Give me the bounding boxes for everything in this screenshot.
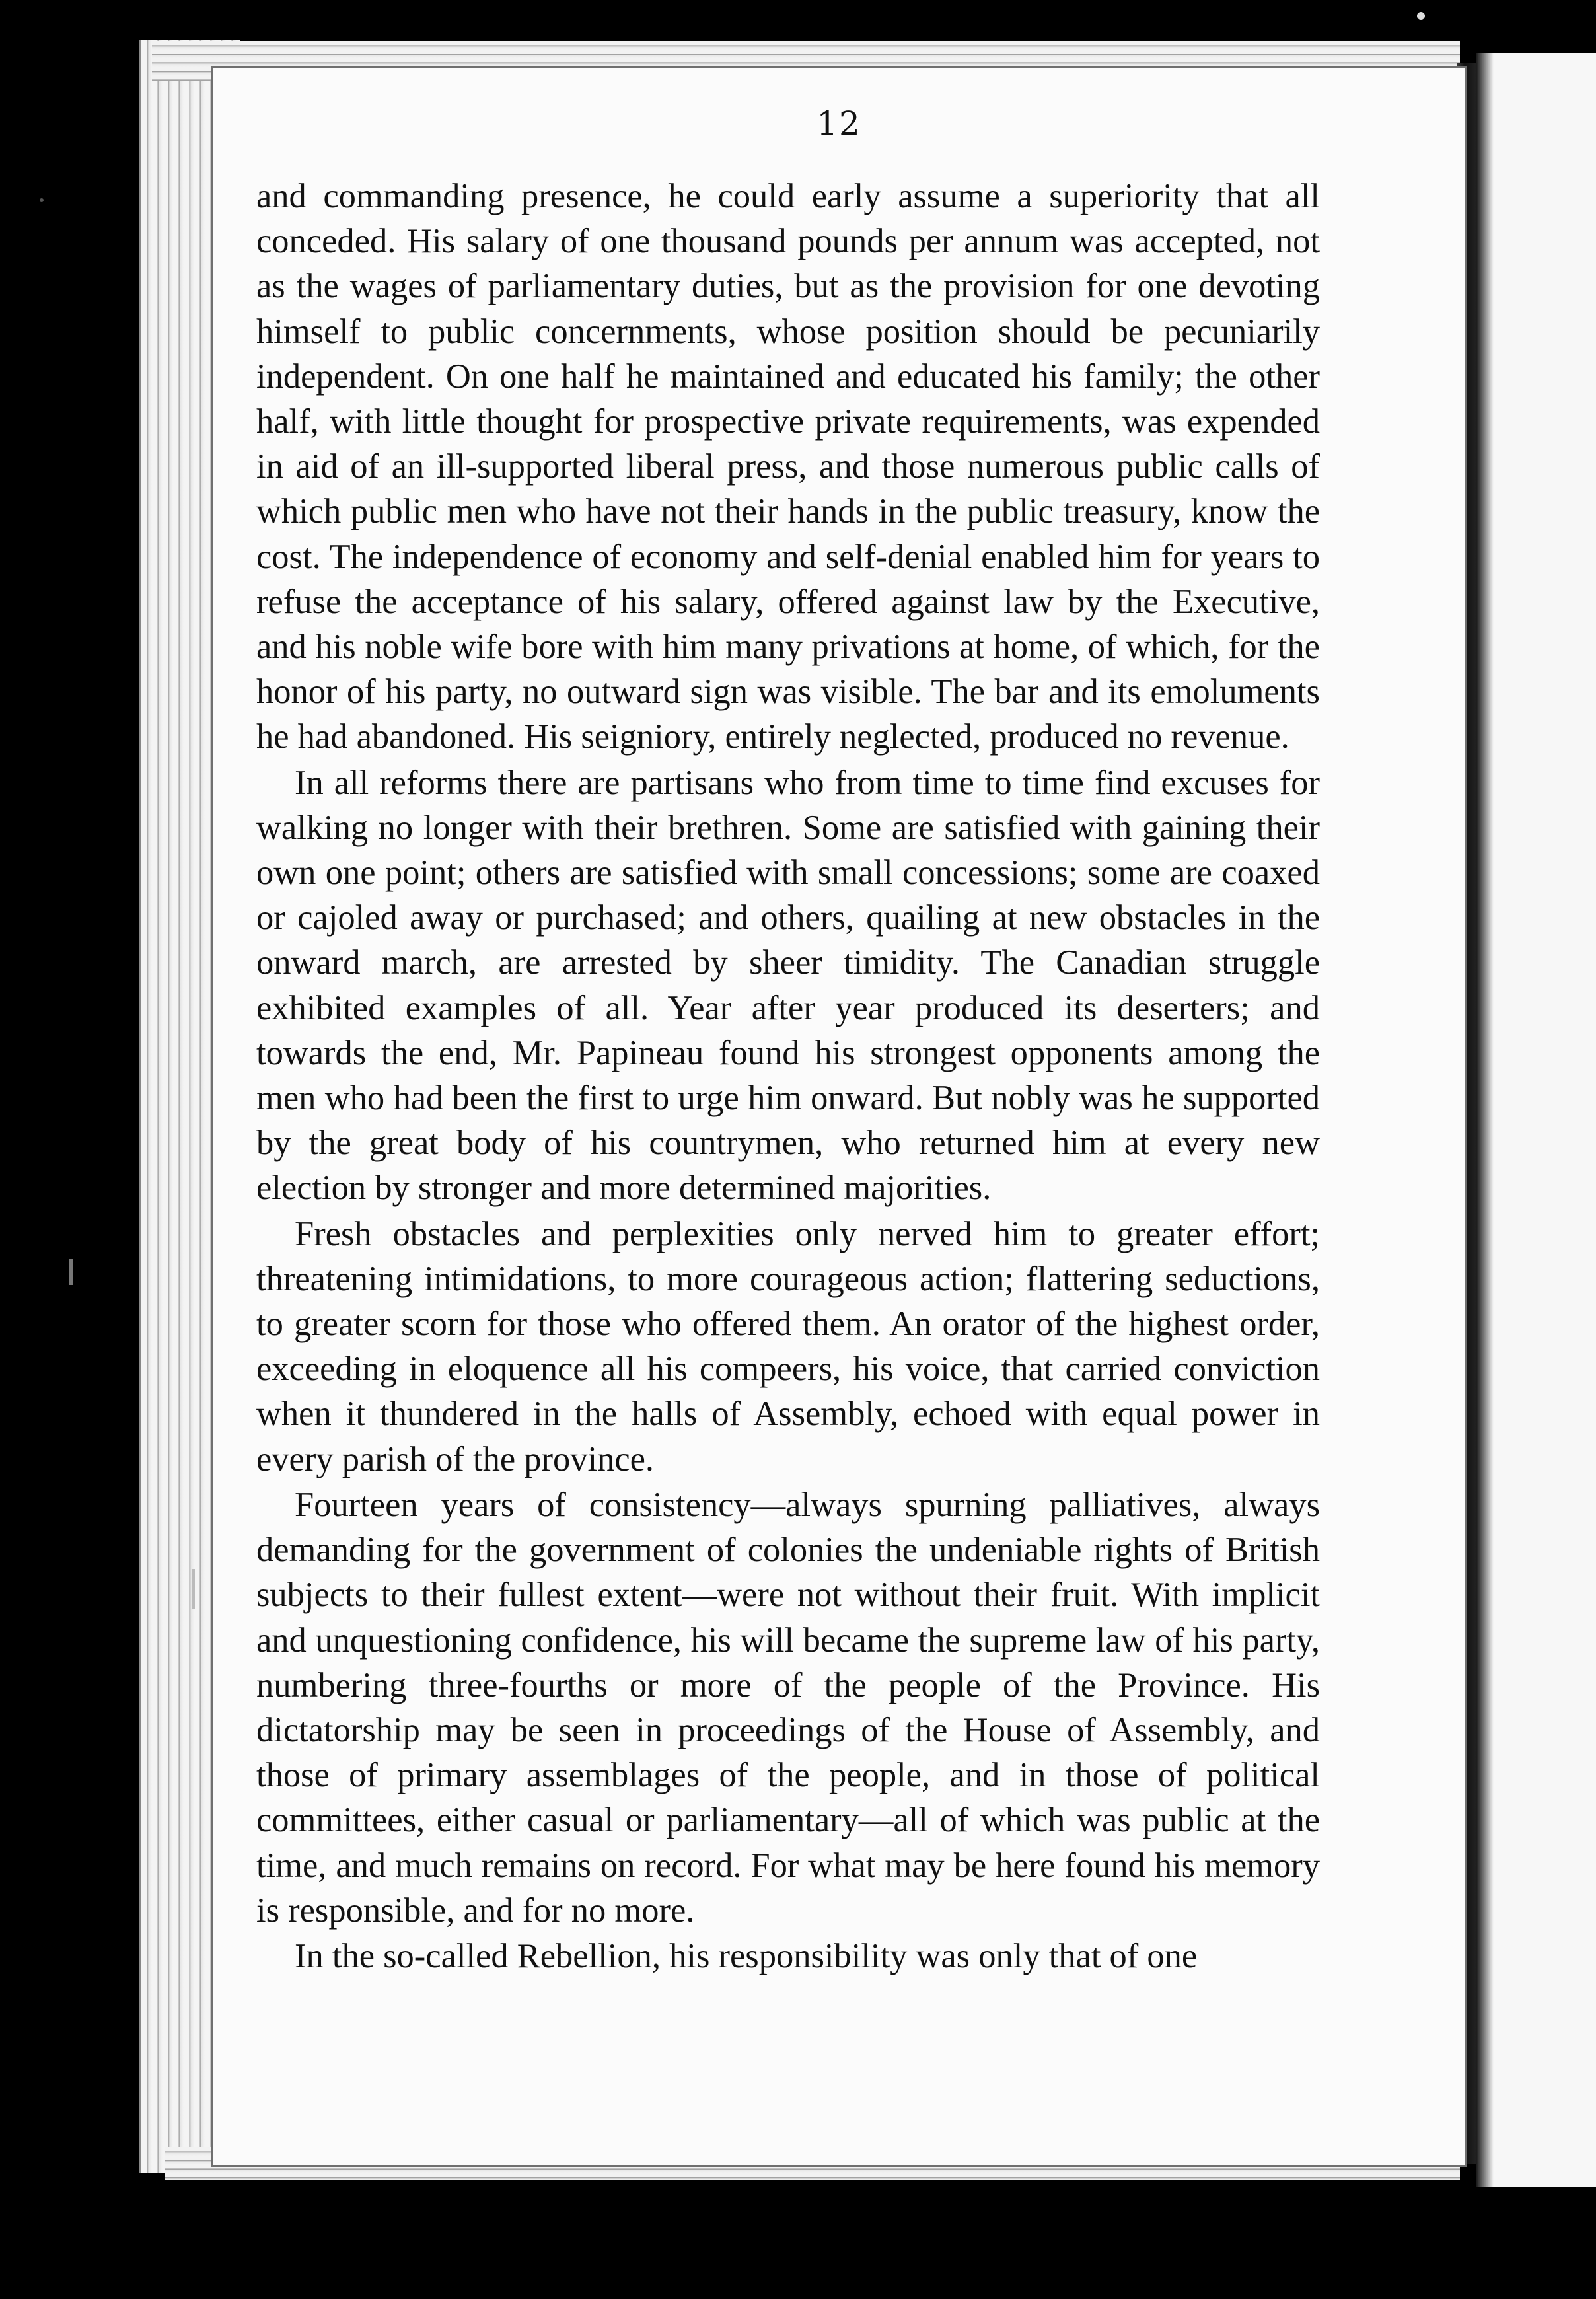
paragraph: Fresh obstacles and perplexities only nerved him to greater effort; threatening intimidations, to more courageous action; flattering seductions, to greater scorn for those who offered them. An orator of the highest order, exceeding in eloquence all his compeers, his voice, that carried conviction when it thundered in the halls of Assembly, echoed with equal power in every parish of the province. (256, 1214, 1320, 1478)
paragraph: Fourteen years of consistency—always spurning palliatives, always demanding for the government of colonies the undeniable rights of British subjects to their fullest extent—were not without their fruit. With implicit and unquestioning confidence, his will became the supreme law of his party, numbering three-fourths or more of the people of the Province. His dictatorship may be seen in proceedings of the House of Assembly, and those of primary assemblages of the people, and in those of political committees, either casual or parliamentary—all of which was public at the time, and much remains on record. For what may be here found his memory is responsible, and for no more. (256, 1485, 1320, 1930)
facing-page-shadow (1476, 53, 1494, 2187)
body-text (256, 174, 1320, 1979)
dust-speck (40, 198, 44, 202)
scan-mark (192, 1569, 195, 1609)
facing-page (1476, 53, 1596, 2187)
scan-mark (69, 1259, 73, 1285)
paragraph: In all reforms there are partisans who from time to time find excuses for walking no longer with their brethren. Some are satisfied with gaining their own one point; others are satisfied with small concessions; some are coaxed or cajoled away or purchased; and others, quailing at new obstacles in the onward march, are arrested by sheer timidity. The Canadian struggle exhibited examples of all. Year after year produced its deserters; and towards the end, Mr. Papineau found his strongest opponents among the men who had been the first to urge him onward. But nobly was he supported by the great body of his countrymen, who returned him at every new election by stronger and more determined majorities. (256, 763, 1320, 1208)
paragraph: In the so-called Rebellion, his responsibility was only that of one (295, 1936, 1198, 1975)
page-number: 12 (816, 104, 861, 143)
dust-speck (1417, 12, 1425, 20)
paragraph: and commanding presence, he could early assume a superiority that all conceded. His salary of one thousand pounds per annum was accepted, not as the wages of parliamentary duties, but as the provision for one devoting himself to public concernments, whose position should be pecuniarily independent. On one half he maintained and educated his family; the other half, with little thought for prospective private requirements, was expended in aid of an ill-supported liberal press, and those numerous public calls of which public men who have not their hands in the public treasury, know the cost. The independence of economy and self-denial enabled him for years to refuse the acceptance of his salary, offered against law by the Executive, and his noble wife bore with him many privations at home, of which, for the honor of his party, no outward sign was visible. The bar and its emoluments he had abandoned. His seigniory, entirely neglected, produced no revenue. (256, 177, 1320, 756)
document-page (211, 66, 1467, 2167)
